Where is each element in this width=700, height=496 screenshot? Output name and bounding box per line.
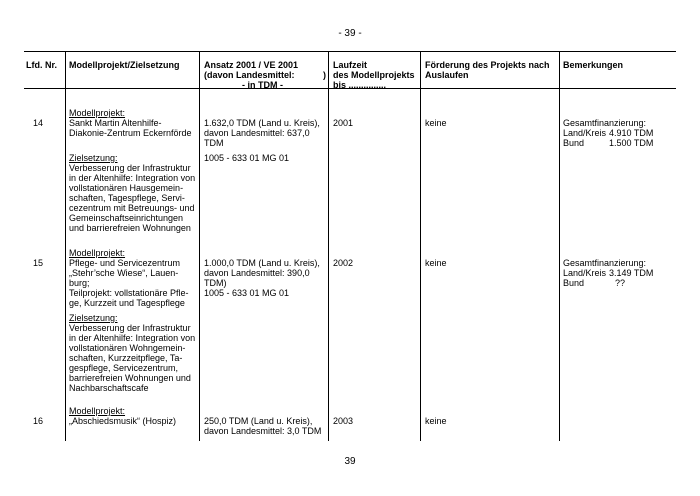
project-description: Modellprojekt: Sankt Martin Altenhilfe- Diakonie-Zentrum Eckernförde (69, 108, 192, 138)
page-footer: 39 (344, 456, 356, 467)
budget: 1.000,0 TDM (Land u. Kreis), davon Landesmittel: 390,0 TDM) 1005 - 633 01 MG 01 (204, 258, 320, 298)
project-goal: Zielsetzung: Verbesserung der Infrastruktur in der Altenhilfe: Integration von vollstationären Hausgemein- schaften, Tagespflege, Servi- cezentrum mit Betreuungs- und Gemeinschaftseinrichtungen und barrierefreien Wohnungen (69, 153, 196, 233)
remarks: Gesamtfinanzierung: Land/Kreis 4.910 TDM Bund 1.500 TDM (563, 118, 654, 148)
remarks: Gesamtfinanzierung: Land/Kreis 3.149 TDM Bund ?? (563, 258, 654, 288)
column-divider (65, 51, 66, 441)
column-divider (420, 51, 421, 441)
zielsetzung-label: Zielsetzung: (69, 153, 118, 163)
row-number: 16 (33, 416, 44, 426)
modellprojekt-label: Modellprojekt: (69, 406, 126, 416)
column-divider (199, 51, 200, 441)
table-top-rule (24, 51, 676, 52)
row-number: 14 (33, 118, 44, 128)
project-goal: Zielsetzung: Verbesserung der Infrastruktur in der Altenhilfe: Integration von vollstationären Wohngemein- schaften, Kurzzeitpflege, Ta- gespflege, Servicezentrum, barrierefreien Wohnungen und Nachbarschaftscafe (69, 313, 196, 393)
column-divider (559, 51, 560, 441)
laufzeit-value: 2003 (333, 416, 354, 426)
foerderung-value: keine (425, 118, 447, 128)
budget: 1.632,0 TDM (Land u. Kreis), davon Landesmittel: 637,0 TDM (204, 118, 320, 148)
foerderung-value: keine (425, 258, 447, 268)
header-foerderung: Förderung des Projekts nach Auslaufen (425, 60, 550, 80)
modellprojekt-label: Modellprojekt: (69, 248, 126, 258)
project-description: Modellprojekt: Pflege- und Servicezentrum „Stehr’sche Wiese“, Lauen- burg; Teilprojekt: vollstationäre Pfle- ge, Kurzzeit und Tagespflege (69, 248, 189, 308)
budget: 250,0 TDM (Land u. Kreis), davon Landesmittel: 3,0 TDM (204, 416, 322, 436)
budget-chapter: 1005 - 633 01 MG 01 (204, 153, 290, 163)
page-header: - 39 - (338, 28, 362, 39)
row-number: 15 (33, 258, 44, 268)
header-lfd-nr: Lfd. Nr. (26, 60, 57, 70)
modellprojekt-label: Modellprojekt: (69, 108, 126, 118)
laufzeit-value: 2002 (333, 258, 354, 268)
project-description: Modellprojekt: „Abschiedsmusik“ (Hospiz) (69, 406, 177, 426)
header-ansatz: Ansatz 2001 / VE 2001 (davon Landesmittel: ) - in TDM - (204, 60, 326, 90)
zielsetzung-label: Zielsetzung: (69, 313, 118, 323)
header-bemerkungen: Bemerkungen (563, 60, 624, 70)
foerderung-value: keine (425, 416, 447, 426)
column-divider (328, 51, 329, 441)
header-laufzeit: Laufzeit des Modellprojekts bis ............... (333, 60, 415, 90)
laufzeit-value: 2001 (333, 118, 354, 128)
header-modellprojekt: Modellprojekt/Zielsetzung (69, 60, 180, 70)
